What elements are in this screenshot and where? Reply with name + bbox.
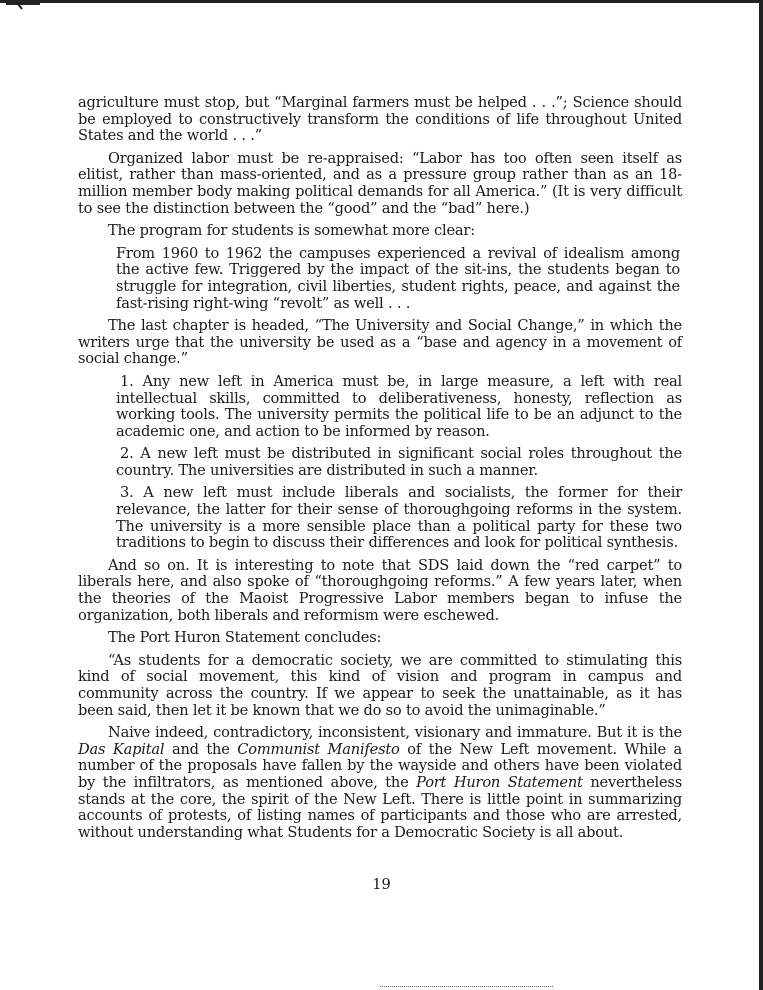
paragraph-program-for-students: The program for students is somewhat more clear: [108,222,475,240]
paragraph-agriculture: agriculture must stop, but “Marginal farmers must be helped . . .”; Science should be employed to constructively transform the conditions of life throughout United States and the world . . .” [78,94,682,145]
text-segment: and the [164,740,238,758]
bottom-edge-rule [380,986,553,987]
corner-mark [6,2,40,10]
paragraph-organized-labor: Organized labor must be re-appraised: “Labor has too often seen itself as elitist, rather than mass-oriented, and as a pressure group rather than as an 18-million member body making political demands for all America.” (It is very difficult to see the distinction between the “good” and the “bad” here.) [78,149,682,217]
scan-edge-right [759,0,763,990]
scan-edge-top [0,0,763,5]
paragraph-naive-indeed [78,725,682,841]
quote-conclusion: “As students for a democratic society, we are committed to stimulating this kind of social movement, this kind of vision and program in campus and community across the country. If we appear to seek the unattainable, as it has been said, then let it be known that we do so to avoid the unimaginable.” [78,651,682,719]
title-das-kapital: Das Kapital [78,740,165,758]
page-number: 19 [372,876,391,893]
text-segment: of the New Left movement. While a number of the proposals have fallen by the wayside and others have been violated by the infiltrators, as mentioned above, the [78,740,682,791]
list-item-2: 2. A new left must be distributed in significant social roles throughout the country. The universities are distributed in such a manner. [116,445,682,479]
paragraph-and-so-on: And so on. It is interesting to note that SDS laid down the “red carpet” to liberals here, and also spoke of “thoroughgoing reforms.” A few years later, when the theories of the Maoist Progressive Labor members began to infuse the organization, both liberals and reformism were eschewed. [78,556,682,624]
title-communist-manifesto: Communist Manifesto [237,740,400,758]
page-body [78,95,682,847]
text-segment: Naive indeed, contradictory, inconsistent, visionary and immature. But it is the [108,724,682,742]
paragraph-concludes: The Port Huron Statement concludes: [108,629,382,647]
list-item-1: 1. Any new left in America must be, in large measure, a left with real intellectual skills, committed to deliberativeness, honesty, reflection as working tools. The university permits the political life to be an adjunct to the academic one, and action to be informed by reason. [116,372,682,440]
title-port-huron-statement: Port Huron Statement [416,773,583,791]
list-item-3: 3. A new left must include liberals and socialists, the former for their relevance, the latter for their sense of thoroughgoing reforms in the system. The university is a more sensible place than a political party for these two traditions to begin to discuss their differences and look for political synthesis. [116,484,682,552]
quote-campuses: From 1960 to 1962 the campuses experienced a revival of idealism among the active few. Triggered by the impact of the sit-ins, the students began to struggle for integration, civil liberties, student rights, peace, and against the fast-rising right-wing “revolt” as well . . . [116,244,680,312]
paragraph-last-chapter: The last chapter is headed, “The University and Social Change,” in which the writers urge that the university be used as a “base and agency in a movement of social change.” [78,317,682,368]
text-segment: nevertheless stands at the core, the spirit of the New Left. There is little point in summarizing accounts of protests, of listing names of participants and those who are arrested, without understanding what Students for a Democratic Society is all about. [78,773,682,841]
